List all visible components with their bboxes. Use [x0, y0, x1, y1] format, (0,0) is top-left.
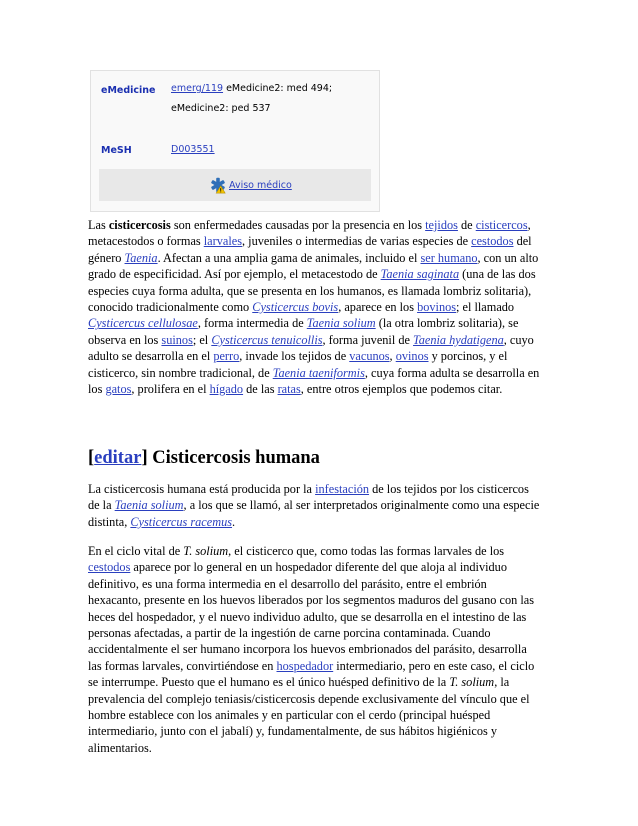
text: personas afectadas, a partir de la ingestión de carne porcina contaminada. Cuando [88, 626, 491, 641]
text: ; el llamado [456, 300, 515, 315]
link-taenia[interactable]: Taenia [124, 250, 158, 265]
italic-term: T. solium [449, 675, 495, 690]
medical-disclaimer-link[interactable]: Aviso médico [229, 179, 292, 191]
text: de los tejidos por los cisticercos [369, 482, 529, 496]
link-taenia-hydatigena[interactable]: Taenia hydatigena [413, 332, 504, 347]
edit-section-link[interactable]: editar [94, 448, 142, 468]
text: hombre establece con los animales y en particular con el cerdo (principal huésped [88, 708, 491, 723]
text: ; el [192, 332, 212, 347]
bracket-close: ] [141, 448, 148, 468]
text: grado de especificidad. Así por ejemplo, el metacestodo de [88, 267, 381, 282]
link-cestodos-2[interactable]: cestodos [88, 560, 131, 575]
infobox-key-emedicine: eMedicine [101, 85, 156, 96]
text: , aparece en los [338, 300, 418, 315]
text: se interrumpe. Puesto que el humano es el único huésped definitivo de la [88, 675, 450, 690]
link-cysticercus-bovis[interactable]: Cysticercus bovis [252, 300, 339, 315]
text: intermediario, junto con el jabalí) y, fundamentalmente, de sus hábitos higiénicos y [88, 724, 497, 739]
link-ser-humano[interactable]: ser humano [420, 250, 478, 265]
text: , cuya forma adulta se desarrolla en [364, 365, 540, 380]
infobox-value-mesh [171, 140, 215, 160]
bracket-open: [ [88, 448, 95, 468]
bold-term: cisticercosis [108, 218, 171, 232]
text: conocido tradicionalmente como [88, 300, 253, 315]
emedicine-link[interactable]: emerg/119 [171, 83, 224, 94]
infobox-key-mesh: MeSH [101, 145, 132, 156]
text: accidentalmente el ser humano incorpora los huevos embrionados del parásito, desarrolla [88, 642, 527, 657]
text: , invade los tejidos de [239, 349, 350, 364]
mesh-link[interactable]: D003551 [171, 144, 215, 155]
section-heading [88, 448, 320, 469]
text: heces del hospedador, y el nuevo individuo adulto, que se desarrolla en el intestino de las [88, 609, 527, 624]
text: , la [494, 675, 510, 690]
link-tejidos[interactable]: tejidos [425, 218, 458, 232]
text: aparece por lo general en un hospedador diferente del que aloja al individuo [130, 560, 507, 575]
text: los [88, 382, 106, 397]
text: especies cuya forma adulta, que se presenta en los humanos, es llamada lombriz solitaria), [88, 283, 532, 298]
text: del [513, 234, 532, 249]
text: metacestodos o formas [88, 234, 204, 249]
text: de las [243, 382, 278, 397]
link-ratas[interactable]: ratas [277, 382, 301, 397]
emedicine-value-line2: eMedicine2: ped 537 [171, 103, 271, 114]
link-cestodos[interactable]: cestodos [471, 234, 514, 249]
link-infestacion[interactable]: infestación [315, 482, 370, 496]
link-taenia-solium[interactable]: Taenia solium [306, 316, 376, 331]
text: . Afectan a una amplia gama de animales, incluido el [157, 250, 421, 265]
text: distinta, [88, 514, 131, 529]
text: las formas larvales, convirtiéndose en [88, 658, 277, 673]
text: , el cisticerco que, como todas las formas larvales de los [228, 544, 505, 558]
text: género [88, 250, 125, 265]
text: cisticerco, sin nombre tradicional, de [88, 365, 273, 380]
section-title: Cisticercosis humana [147, 448, 320, 468]
text: y porcinos, y el [428, 349, 508, 364]
paragraph-1 [88, 481, 550, 530]
link-ovinos[interactable]: ovinos [395, 349, 429, 364]
text: . [232, 514, 236, 529]
text: , entre otros ejemplos que podemos citar. [300, 382, 503, 397]
link-larvales[interactable]: larvales [203, 234, 243, 249]
infobox [90, 70, 380, 212]
text: , prolifera en el [131, 382, 210, 397]
link-cysticercus-racemus[interactable]: Cysticercus racemus [130, 514, 233, 529]
infobox-footer [99, 169, 371, 201]
intro-paragraph [88, 217, 550, 397]
text: Las [88, 218, 109, 232]
text: , cuyo [503, 332, 534, 347]
link-higado[interactable]: hígado [209, 382, 244, 397]
medical-disclaimer [209, 176, 292, 194]
link-cisticercos[interactable]: cisticercos [475, 218, 528, 232]
text: definitivo, es una forma intermedia en el desarrollo del parásito, entre el embrión [88, 576, 487, 591]
link-vacunos[interactable]: vacunos [349, 349, 390, 364]
link-bovinos[interactable]: bovinos [417, 300, 457, 315]
text: prevalencia del complejo teniasis/cisticercosis depende exclusivamente del vínculo que el [88, 691, 530, 706]
text: , forma juvenil de [322, 332, 414, 347]
text: de [457, 218, 476, 232]
link-gatos[interactable]: gatos [105, 382, 132, 397]
text: , [527, 218, 531, 232]
link-taenia-taeniformis[interactable]: Taenia taeniformis [272, 365, 365, 380]
text: , forma intermedia de [197, 316, 307, 331]
text: La cisticercosis humana está producida por la [88, 482, 316, 496]
text: adulto se desarrolla en el [88, 349, 214, 364]
text: observa en los [88, 332, 162, 347]
medical-star-of-life-icon [209, 176, 227, 194]
infobox-value-emedicine [171, 79, 332, 119]
text: intermediario, pero en este caso, el ciclo [333, 658, 535, 673]
text: alimentarios. [88, 740, 152, 755]
text: de la [88, 498, 115, 513]
link-cysticercus-cellulosae[interactable]: Cysticercus cellulosae [88, 316, 198, 331]
paragraph-2 [88, 543, 550, 756]
text: (una de las dos [459, 267, 536, 282]
link-suinos[interactable]: suinos [161, 332, 193, 347]
italic-term: T. solium [183, 544, 229, 558]
link-taenia-saginata[interactable]: Taenia saginata [380, 267, 460, 282]
emedicine-value-text: eMedicine2: med 494; [223, 83, 333, 94]
link-taenia-solium-2[interactable]: Taenia solium [114, 498, 184, 513]
text: , juveniles o intermedias de varias especies de [242, 234, 472, 249]
text: son enfermedades causadas por la presencia en los [170, 218, 426, 232]
text: , [389, 349, 396, 364]
link-perro[interactable]: perro [213, 349, 240, 364]
text: (la otra lombriz solitaria), se [375, 316, 519, 331]
link-cysticercus-tenuicollis[interactable]: Cysticercus tenuicollis [211, 332, 323, 347]
text: , a los que se llamó, al ser interpretados originalmente como una especie [183, 498, 540, 513]
text: , con un alto [477, 250, 539, 265]
text: hexacanto, presente en los huevos liberados por los segmentos maduros del gusano con las [88, 593, 534, 608]
link-hospedador[interactable]: hospedador [276, 658, 334, 673]
text: En el ciclo vital de [88, 544, 184, 558]
